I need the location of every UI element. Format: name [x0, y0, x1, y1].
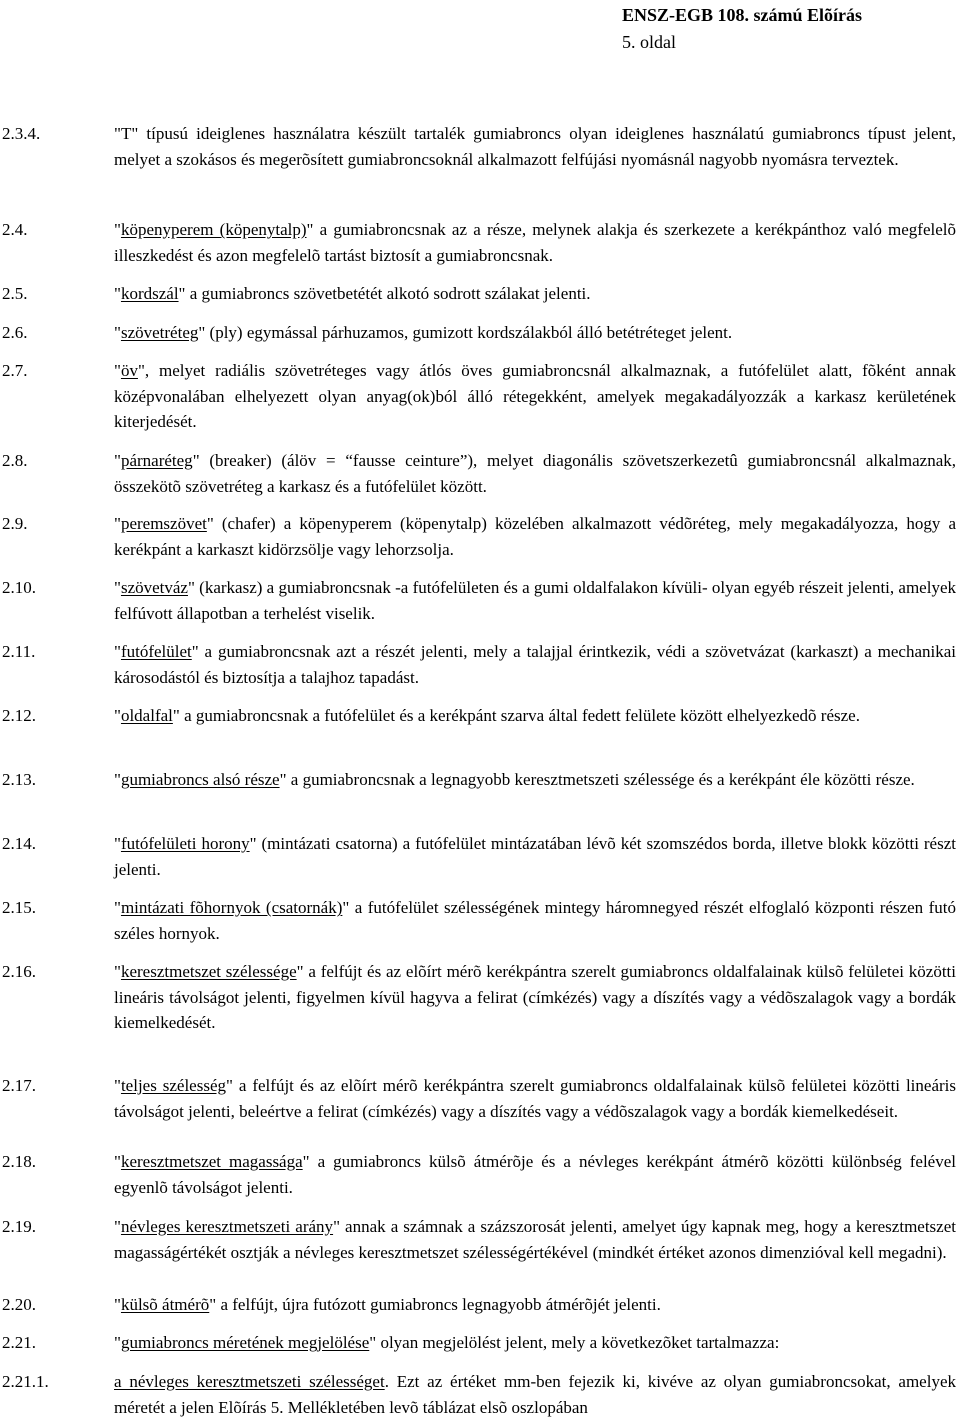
definition-description: . Ezt az értéket mm-ben fejezik ki, kivéve az olyan gumiabroncsokat, amelyek méretét a jelen Elõírás 5. Mellékletében levõ táblázat elsõ oszlopában [114, 1372, 957, 1417]
definition-text [114, 639, 960, 690]
page-number: 5. oldal [622, 32, 676, 52]
definition-description: " a futófelület szélességének mintegy háromnegyed részét elfoglaló központi részen futó széles hornyok. [114, 898, 956, 943]
definition-number: 2.17. [2, 1076, 36, 1095]
definition-number: 2.10. [2, 578, 36, 597]
definition-item [0, 1369, 960, 1420]
definition-description: " (karkasz) a gumiabroncsnak -a futófelületen és a gumi oldalfalakon kívüli- olyan egyéb részeit jelenti, amelyek felfúvott állapotban a terhelést viselik. [114, 578, 956, 623]
definition-open-quote: " [114, 578, 121, 597]
definition-open-quote: " [114, 1333, 121, 1352]
definition-number: 2.14. [2, 834, 36, 853]
definition-item [0, 959, 960, 1036]
defined-term: szövetváz [120, 578, 188, 597]
definition-description: " (mintázati csatorna) a futófelület mintázatában lévõ két szomszédos borda, illetve blokk közötti részt jelenti. [114, 834, 956, 879]
definition-open-quote: " [114, 451, 121, 470]
definition-description: " a gumiabroncsnak az a része, melynek alakja és szerkezete a kerékpánthoz való megfelelõ illeszkedést és azon megfelelõ tartást biztosít a gumiabroncsnak. [114, 220, 956, 265]
definition-open-quote: " [114, 770, 121, 789]
definition-text [114, 1330, 960, 1356]
definition-open-quote: " [114, 323, 121, 342]
definition-open-quote: " [114, 220, 121, 239]
definition-item [0, 121, 960, 172]
definition-number: 2.16. [2, 962, 36, 981]
definition-text [114, 1214, 960, 1265]
definition-text [114, 895, 960, 946]
defined-term: teljes szélesség [120, 1076, 227, 1095]
defined-term: keresztmetszet magassága [120, 1152, 303, 1171]
definition-item [0, 320, 960, 346]
definition-item [0, 1149, 960, 1200]
definition-number: 2.18. [2, 1152, 36, 1171]
definition-open-quote: " [114, 642, 121, 661]
defined-term: keresztmetszet szélessége [120, 962, 297, 981]
definition-text [114, 1073, 960, 1124]
definition-description: T" típusú ideiglenes használatra készült tartalék gumiabroncs olyan ideiglenes használatú gumiabroncs típust jelent, melyet a szokásos és megerõsített gumiabroncsoknál alkalmazott felfújási nyomásnál nagyobb nyomásra terveztek. [114, 124, 956, 169]
definition-open-quote: " [114, 1217, 121, 1236]
defined-term: párnaréteg [120, 451, 193, 470]
definition-text [114, 320, 960, 346]
definition-open-quote: " [114, 962, 121, 981]
definition-open-quote: " [114, 124, 121, 143]
defined-term: gumiabroncs méretének megjelölése [120, 1333, 370, 1352]
definition-description: " a gumiabroncsnak a futófelület és a kerékpánt szarva által fedett felülete között elhelyezkedõ része. [172, 706, 860, 725]
definition-number: 2.20. [2, 1295, 36, 1314]
definition-item [0, 575, 960, 626]
definition-open-quote: " [114, 1295, 121, 1314]
definition-open-quote: " [114, 834, 121, 853]
definition-item [0, 1073, 960, 1124]
definition-number: 2.13. [2, 770, 36, 789]
defined-term: külsõ átmérõ [120, 1295, 210, 1314]
definition-open-quote: " [114, 1076, 121, 1095]
definition-open-quote: " [114, 898, 121, 917]
defined-term: futófelület [120, 642, 192, 661]
definition-description: " annak a számnak a százszorosát jelenti, amelyet úgy kapnak meg, hogy a keresztmetszet magasságértékét osztják a névleges keresztmetszet szélességértékével (mindkét értéket azonos dimenzióval kell megadni). [114, 1217, 956, 1262]
definition-item [0, 281, 960, 307]
defined-term: peremszövet [120, 514, 207, 533]
definition-item [0, 1292, 960, 1318]
defined-term: öv [120, 361, 138, 380]
definition-description: " (chafer) a köpenyperem (köpenytalp) közelében alkalmazott védõréteg, mely megakadályozza, hogy a kerékpánt a karkaszt kidörzsölje vagy lehorzsolja. [114, 514, 956, 559]
defined-term: gumiabroncs alsó része [120, 770, 280, 789]
definition-description: " a gumiabroncsnak a legnagyobb keresztmetszeti szélessége és a kerékpánt éle közötti része. [279, 770, 915, 789]
definition-number: 2.19. [2, 1217, 36, 1236]
defined-term: futófelületi horony [120, 834, 250, 853]
definition-item [0, 1330, 960, 1356]
definition-text [114, 281, 960, 307]
definition-item [0, 895, 960, 946]
definition-text [114, 1369, 960, 1420]
definition-text [114, 575, 960, 626]
definition-item [0, 703, 960, 729]
definition-number: 2.21. [2, 1333, 36, 1352]
definition-description: " (ply) egymással párhuzamos, gumizott kordszálakból álló betétréteget jelent. [198, 323, 733, 342]
definition-open-quote: " [114, 706, 121, 725]
definition-item [0, 1214, 960, 1265]
definition-item [0, 767, 960, 793]
defined-term: mintázati fõhornyok (csatornák) [120, 898, 343, 917]
definition-item [0, 511, 960, 562]
definition-open-quote: " [114, 284, 121, 303]
definition-open-quote: " [114, 1152, 121, 1171]
definition-item [0, 217, 960, 268]
definition-item [0, 639, 960, 690]
definition-item [0, 358, 960, 435]
definition-description: " a gumiabroncsnak azt a részét jelenti, mely a talajjal érintkezik, védi a szövetvázat (karkaszt) a mechanikai károsodástól és biztosítja a talajhoz tapadást. [114, 642, 956, 687]
definition-number: 2.4. [2, 220, 28, 239]
definition-number: 2.21.1. [2, 1372, 49, 1391]
definition-number: 2.5. [2, 284, 28, 303]
defined-term: névleges keresztmetszeti arány [120, 1217, 334, 1236]
definition-number: 2.12. [2, 706, 36, 725]
definition-text [114, 831, 960, 882]
definition-text [114, 1149, 960, 1200]
definition-text [114, 358, 960, 435]
definition-text [114, 1292, 960, 1318]
definition-text [114, 959, 960, 1036]
definition-item [0, 448, 960, 499]
definition-number: 2.7. [2, 361, 28, 380]
definition-number: 2.15. [2, 898, 36, 917]
defined-term: oldalfal [120, 706, 173, 725]
definition-text [114, 448, 960, 499]
defined-term: szövetréteg [120, 323, 199, 342]
definition-text [114, 121, 960, 172]
definition-description: " a felfújt és az elõírt mérõ kerékpántra szerelt gumiabroncs oldalfalainak külsõ felületei közötti lineáris távolságot jelenti, figyelmen kívül hagyva a felirat (címkézés) vagy a díszítés vagy a védõszalagok vagy a bordák kiemelkedését. [114, 962, 957, 1033]
definition-description: " a felfújt és az elõírt mérõ kerékpántra szerelt gumiabroncs oldalfalainak külsõ felületei közötti lineáris távolságot jelenti, beleértve a felirat (címkézés) vagy a díszítés vagy a védõszalagok vagy a bordák kiemelkedéseit. [114, 1076, 956, 1121]
definition-item [0, 831, 960, 882]
definition-description: ", melyet radiális szövetréteges vagy átlós öves gumiabroncsnál alkalmaznak, a futófelület alatt, fõként annak középvonalában elhelyezett olyan anyag(ok)ból álló rétegekként, amelyek megakadályozzák a karkasz kerületének kiterjedését. [114, 361, 956, 432]
page-header [622, 2, 952, 56]
definition-text [114, 217, 960, 268]
definition-description: " a gumiabroncs külsõ átmérõje és a névleges kerékpánt átmérõ közötti különbség felével egyenlõ távolságot jelenti. [114, 1152, 956, 1197]
definition-number: 2.11. [2, 642, 36, 661]
definition-number: 2.3.4. [2, 124, 41, 143]
definition-description: " olyan megjelölést jelent, mely a következõket tartalmazza: [369, 1333, 780, 1352]
definition-number: 2.8. [2, 451, 28, 470]
definition-number: 2.9. [2, 514, 28, 533]
definition-description: " a gumiabroncs szövetbetétét alkotó sodrott szálakat jelenti. [178, 284, 591, 303]
defined-term: a névleges keresztmetszeti szélességet [114, 1372, 385, 1391]
defined-term: köpenyperem (köpenytalp) [120, 220, 307, 239]
regulation-title: ENSZ-EGB 108. számú Elõírás [622, 5, 863, 25]
definition-text [114, 703, 960, 729]
definition-text [114, 767, 960, 793]
definition-open-quote: " [114, 361, 121, 380]
definition-text [114, 511, 960, 562]
definition-description: " (breaker) (álöv = “fausse ceinture”), melyet diagonális szövetszerkezetû gumiabroncsnál alkalmaznak, összekötõ szövetréteg a karkasz és a futófelület között. [114, 451, 956, 496]
defined-term: kordszál [120, 284, 179, 303]
definition-open-quote: " [114, 514, 121, 533]
definition-number: 2.6. [2, 323, 28, 342]
definition-description: " a felfújt, újra futózott gumiabroncs legnagyobb átmérõjét jelenti. [209, 1295, 661, 1314]
